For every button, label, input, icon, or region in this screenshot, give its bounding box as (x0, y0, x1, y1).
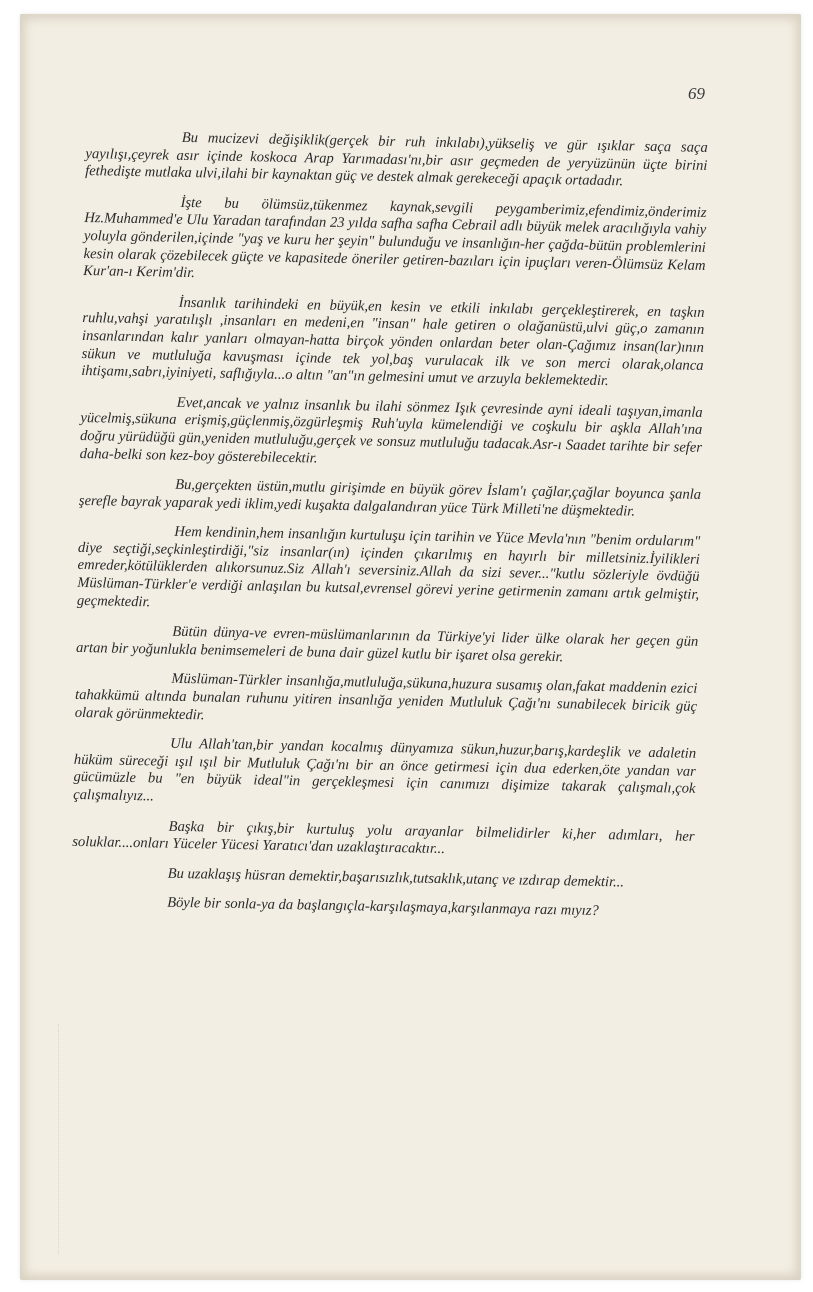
paragraph: Bu mucizevi değişiklik(gerçek bir ruh inkılabı),yükseliş ve gür ışıklar saça saça yayılışı,çeyrek asır içinde koskoca Arap Yarımadası'nı,bir asır geçmeden de yeryüzünün üçte birini fethedişte mutlaka ulvi,ilahi bir kaynaktan güç ve destek almak gerekeceği apaçık ortadadır. (85, 129, 708, 190)
paragraph: Bütün dünya-ve evren-müslümanlarının da Türkiye'yi lider ülke olarak her geçen gün artan bir yoğunlukla benimsemeleri de buna dair güzel kutlu bir işaret olsa gerekir. (75, 624, 699, 666)
paragraph: Evet,ancak ve yalnız insanlık bu ilahi sönmez Işık çevresinde ayni ideali taşıyan,imanla yücelmiş,sükuna erişmiş,güçlenmiş,özgürleşmiş Ruh'uyla kümelendiği ve coşkulu bir aşkla Allah'ına doğru yürüdüğü gün,yeniden mutluluğu,gerçek ve sonsuz mutluluğu tadacak.Asr-ı Saadet tarihte bir sefer daha-belki son kez-boy gösterebilecektir. (79, 394, 703, 467)
paragraph: İşte bu ölümsüz,tükenmez kaynak,sevgili peygamberimiz,efendimiz,önderimiz Hz.Muhammed'e Ulu Yaradan tarafından 23 yılda safha safha Cebrail adlı büyük melek aracılığıyla vahiy yoluyla gönderilen,içinde "yaş ve kuru her şeyin" bulunduğu ve insanlığın-her çağda-bütün problemlerini kesin olarak çözebilecek güçte ve kapasitede öneriler getiren-bazıları için ipuçları veren-Ölümsüz Kelam Kur'an-ı Kerim'dir. (83, 194, 707, 282)
paragraph: Müslüman-Türkler insanlığa,mutluluğa,sükuna,huzura susamış olan,fakat maddenin ezici tahakkümü altında bunalan ruhunu yitiren insanlığa yeniden Mutluluk Çağı'nı sunabilecek biricik güç olarak görünmektedir. (74, 671, 698, 724)
paragraph: Böyle bir sonla-ya da başlangıçla-karşılaşmaya,karşılanmaya razı mıyız? (166, 895, 599, 920)
page-number: 69 (688, 84, 705, 103)
paragraph: Bu uzaklaşış hüsran demektir,başarısızlık,tutsaklık,utanç ve ızdırap demektir... (167, 865, 625, 891)
paragraph: Bu,gerçekten üstün,mutlu girişimde en büyük görev İslam'ı çağlar,çağlar boyunca şanla şerefle bayrak yaparak yedi iklim,yedi kuşakta dalgalandıran yüce Türk Milleti'ne düşmektedir. (78, 476, 702, 520)
margin-stamp (58, 1024, 69, 1254)
paragraph: Başka bir çıkış,bir kurtuluş yolu arayanlar bilmelidirler ki,her adımları, her soluklar....onları Yüceler Yücesi Yaratıcı'dan uzaklaştıracaktır... (72, 818, 695, 858)
paragraph: Hem kendinin,hem insanlığın kurtuluşu için tarihin ve Yüce Mevla'nın "benim ordularım" diye seçtiği,seçkinleştirdiği,"siz insanlar(ın) içinden çıkarılmış en hayırlı bir milletsiniz.İyilikleri emreder,kötülüklerden alıkorsunuz.Siz Allah'ı seversiniz.Allah da sizi sever..."kutlu sözleriyle övdüğü Müslüman-Türkler'e verdiği anlaşılan bu kutsal,evrensel görevi yerine getirmenin zamanı artık gelmiştir, geçmektedir. (76, 524, 701, 610)
body-text (71, 128, 708, 923)
paragraph: Ulu Allah'tan,bir yandan kocalmış dünyamıza sükun,huzur,barış,kardeşlik ve adaletin hüküm süreceği ışıl ışıl bir Mutluluk Çağı'nı bir an önce getirmesi için dua ederken,öte yandan var gücümüzle bu "en büyük ideal"in gerçekleşmesi için canımızı dişimize takarak çalışmalı,çok çalışmalıyız... (73, 735, 697, 805)
paragraph: İnsanlık tarihindeki en büyük,en kesin ve etkili inkılabı gerçekleştirerek, en taşkın ruhlu,vahşi yaratılışlı ,insanları en medeni,en "insan" hale getiren o olağanüstü,ulvi güç,o zamanın insanlarından kalır yanları olmayan-hatta birçok yönden onlardan beter olan-Çağımız insan(lar)ının sükun ve mutluluğa kavuşması içinde tek yol,baş vurulacak ilk ve son merci olarak,olanca ihtişamı,sabrı,iyiniyeti, saflığıyla...o altın "an"ın gelmesini umut ve arzuyla beklemektedir. (81, 294, 705, 390)
